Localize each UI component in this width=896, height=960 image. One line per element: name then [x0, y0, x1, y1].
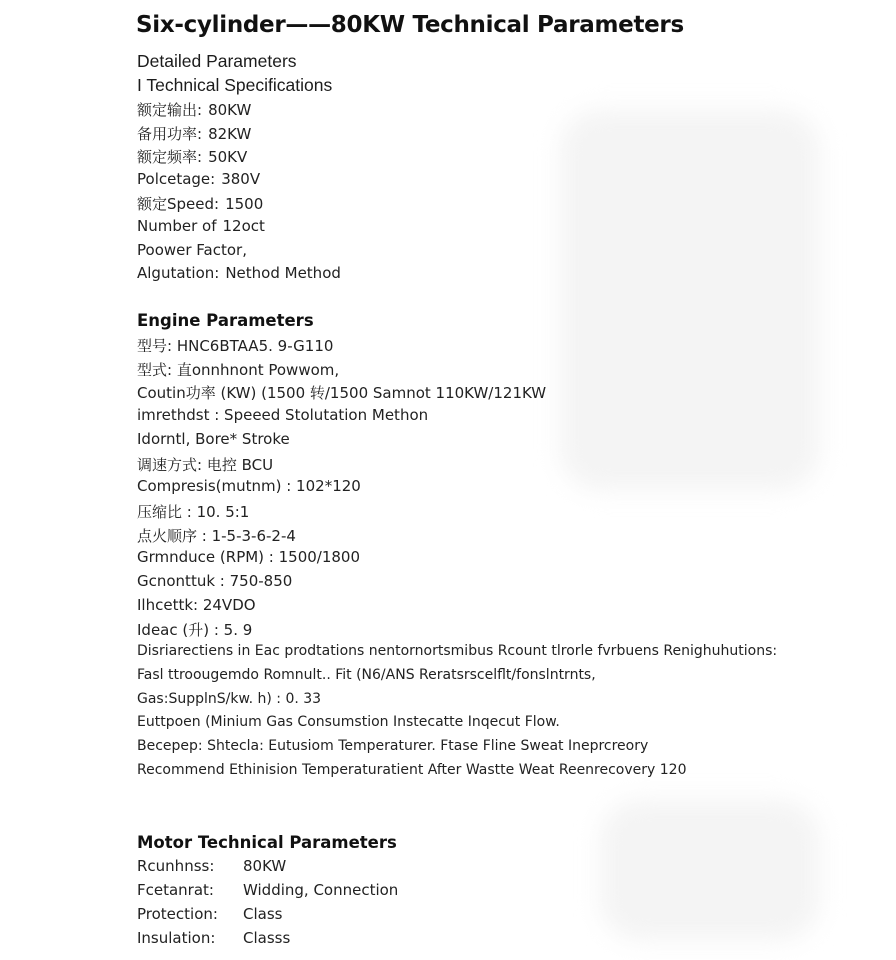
spec-row — [137, 99, 251, 120]
engine-param-row: 型式: 直onnhnont Powwom, — [137, 360, 340, 379]
motor-param-row — [137, 881, 398, 899]
spec-value: 50KV — [208, 148, 248, 166]
spec-row — [137, 217, 265, 235]
technical-specifications-heading: I Technical Specifications — [137, 75, 333, 95]
spec-row — [137, 123, 251, 144]
motor-param-value: Widding, Connection — [243, 881, 399, 899]
background-smudge — [560, 110, 820, 490]
spec-row — [137, 146, 247, 167]
motor-param-value: 80KW — [243, 857, 287, 875]
spec-value: 82KW — [208, 125, 252, 143]
motor-param-row — [137, 929, 290, 947]
spec-label: Poower Factor, — [137, 241, 247, 259]
page-title: Six-cylinder——80KW Technical Parameters — [136, 12, 684, 38]
engine-param-row: 压缩比 : 10. 5:1 — [137, 502, 250, 521]
engine-parameters-heading: Engine Parameters — [137, 311, 314, 330]
engine-param-row: Coutin功率 (KW) (1500 转/1500 Samnot 110KW/121KW — [137, 384, 547, 403]
spec-value: 80KW — [208, 101, 252, 119]
engine-param-row: Ideac (升) : 5. 9 — [137, 621, 253, 640]
spec-row — [137, 264, 341, 282]
engine-param-row: Gas:SupplnS/kw. h) : 0. 33 — [137, 690, 322, 707]
spec-label: 额定Speed: — [137, 195, 220, 213]
engine-param-row: Fasl ttroougemdo Romnult.. Fit (N6/ANS Reratsrscelflt/fonslntrnts, — [137, 666, 596, 683]
engine-param-row: Ilhcettk: 24VDO — [137, 595, 256, 614]
motor-param-label: Protection: — [137, 905, 218, 923]
engine-param-row: Gcnonttuk : 750-850 — [137, 572, 293, 590]
engine-param-row: 调速方式: 电控 BCU — [137, 455, 274, 474]
spec-value: 1500 — [225, 195, 264, 213]
spec-label: 额定频率: — [137, 148, 203, 166]
motor-param-label: Insulation: — [137, 929, 216, 947]
motor-param-row — [137, 905, 282, 923]
spec-row — [137, 193, 263, 214]
engine-param-row: 型号: HNC6BTAA5. 9-G110 — [137, 337, 334, 355]
spec-value: 380V — [221, 170, 261, 188]
motor-parameters-heading: Motor Technical Parameters — [137, 833, 397, 852]
spec-label: Algutation: — [137, 264, 220, 282]
motor-param-label: Rcunhnss: — [137, 857, 215, 875]
engine-param-row: imrethdst : Speeed Stolutation Methon — [137, 406, 429, 425]
motor-param-value: Classs — [243, 929, 291, 947]
detailed-parameters-heading: Detailed Parameters — [137, 51, 297, 71]
engine-param-row: Euttpoen (Minium Gas Consumstion Instecatte Inqecut Flow. — [137, 714, 560, 731]
engine-param-row: 点火顺序 : 1-5-3-6-2-4 — [137, 526, 296, 545]
motor-param-value: Class — [243, 905, 283, 923]
engine-param-row: Grmnduce (RPM) : 1500/1800 — [137, 548, 361, 567]
background-smudge — [600, 800, 820, 940]
spec-row — [137, 170, 260, 188]
spec-value: 12oct — [222, 217, 265, 235]
spec-label: Number of — [137, 217, 217, 235]
spec-label: 额定输出: — [137, 101, 203, 119]
engine-param-row: Disriarectiens in Eac prodtations nentornortsmibus Rcount tlrorle fvrbuens Renighuhutions: — [137, 643, 778, 660]
engine-param-row: Idorntl, Bore* Stroke — [137, 429, 290, 448]
spec-label: Polcetage: — [137, 170, 216, 188]
motor-param-label: Fcetanrat: — [137, 881, 214, 899]
spec-row — [137, 241, 253, 259]
engine-param-row: Recommend Ethinision Temperaturatient After Wastte Weat Reenrecovery 120 — [137, 761, 687, 778]
engine-param-row: Becepep: Shtecla: Eutusiom Temperaturer. Ftase Fline Sweat Ineprcreory — [137, 737, 649, 754]
spec-value: Nethod Method — [225, 264, 341, 282]
engine-param-row: Compresis(mutnm) : 102*120 — [137, 477, 361, 496]
motor-param-row — [137, 857, 286, 875]
spec-label: 备用功率: — [137, 125, 203, 143]
